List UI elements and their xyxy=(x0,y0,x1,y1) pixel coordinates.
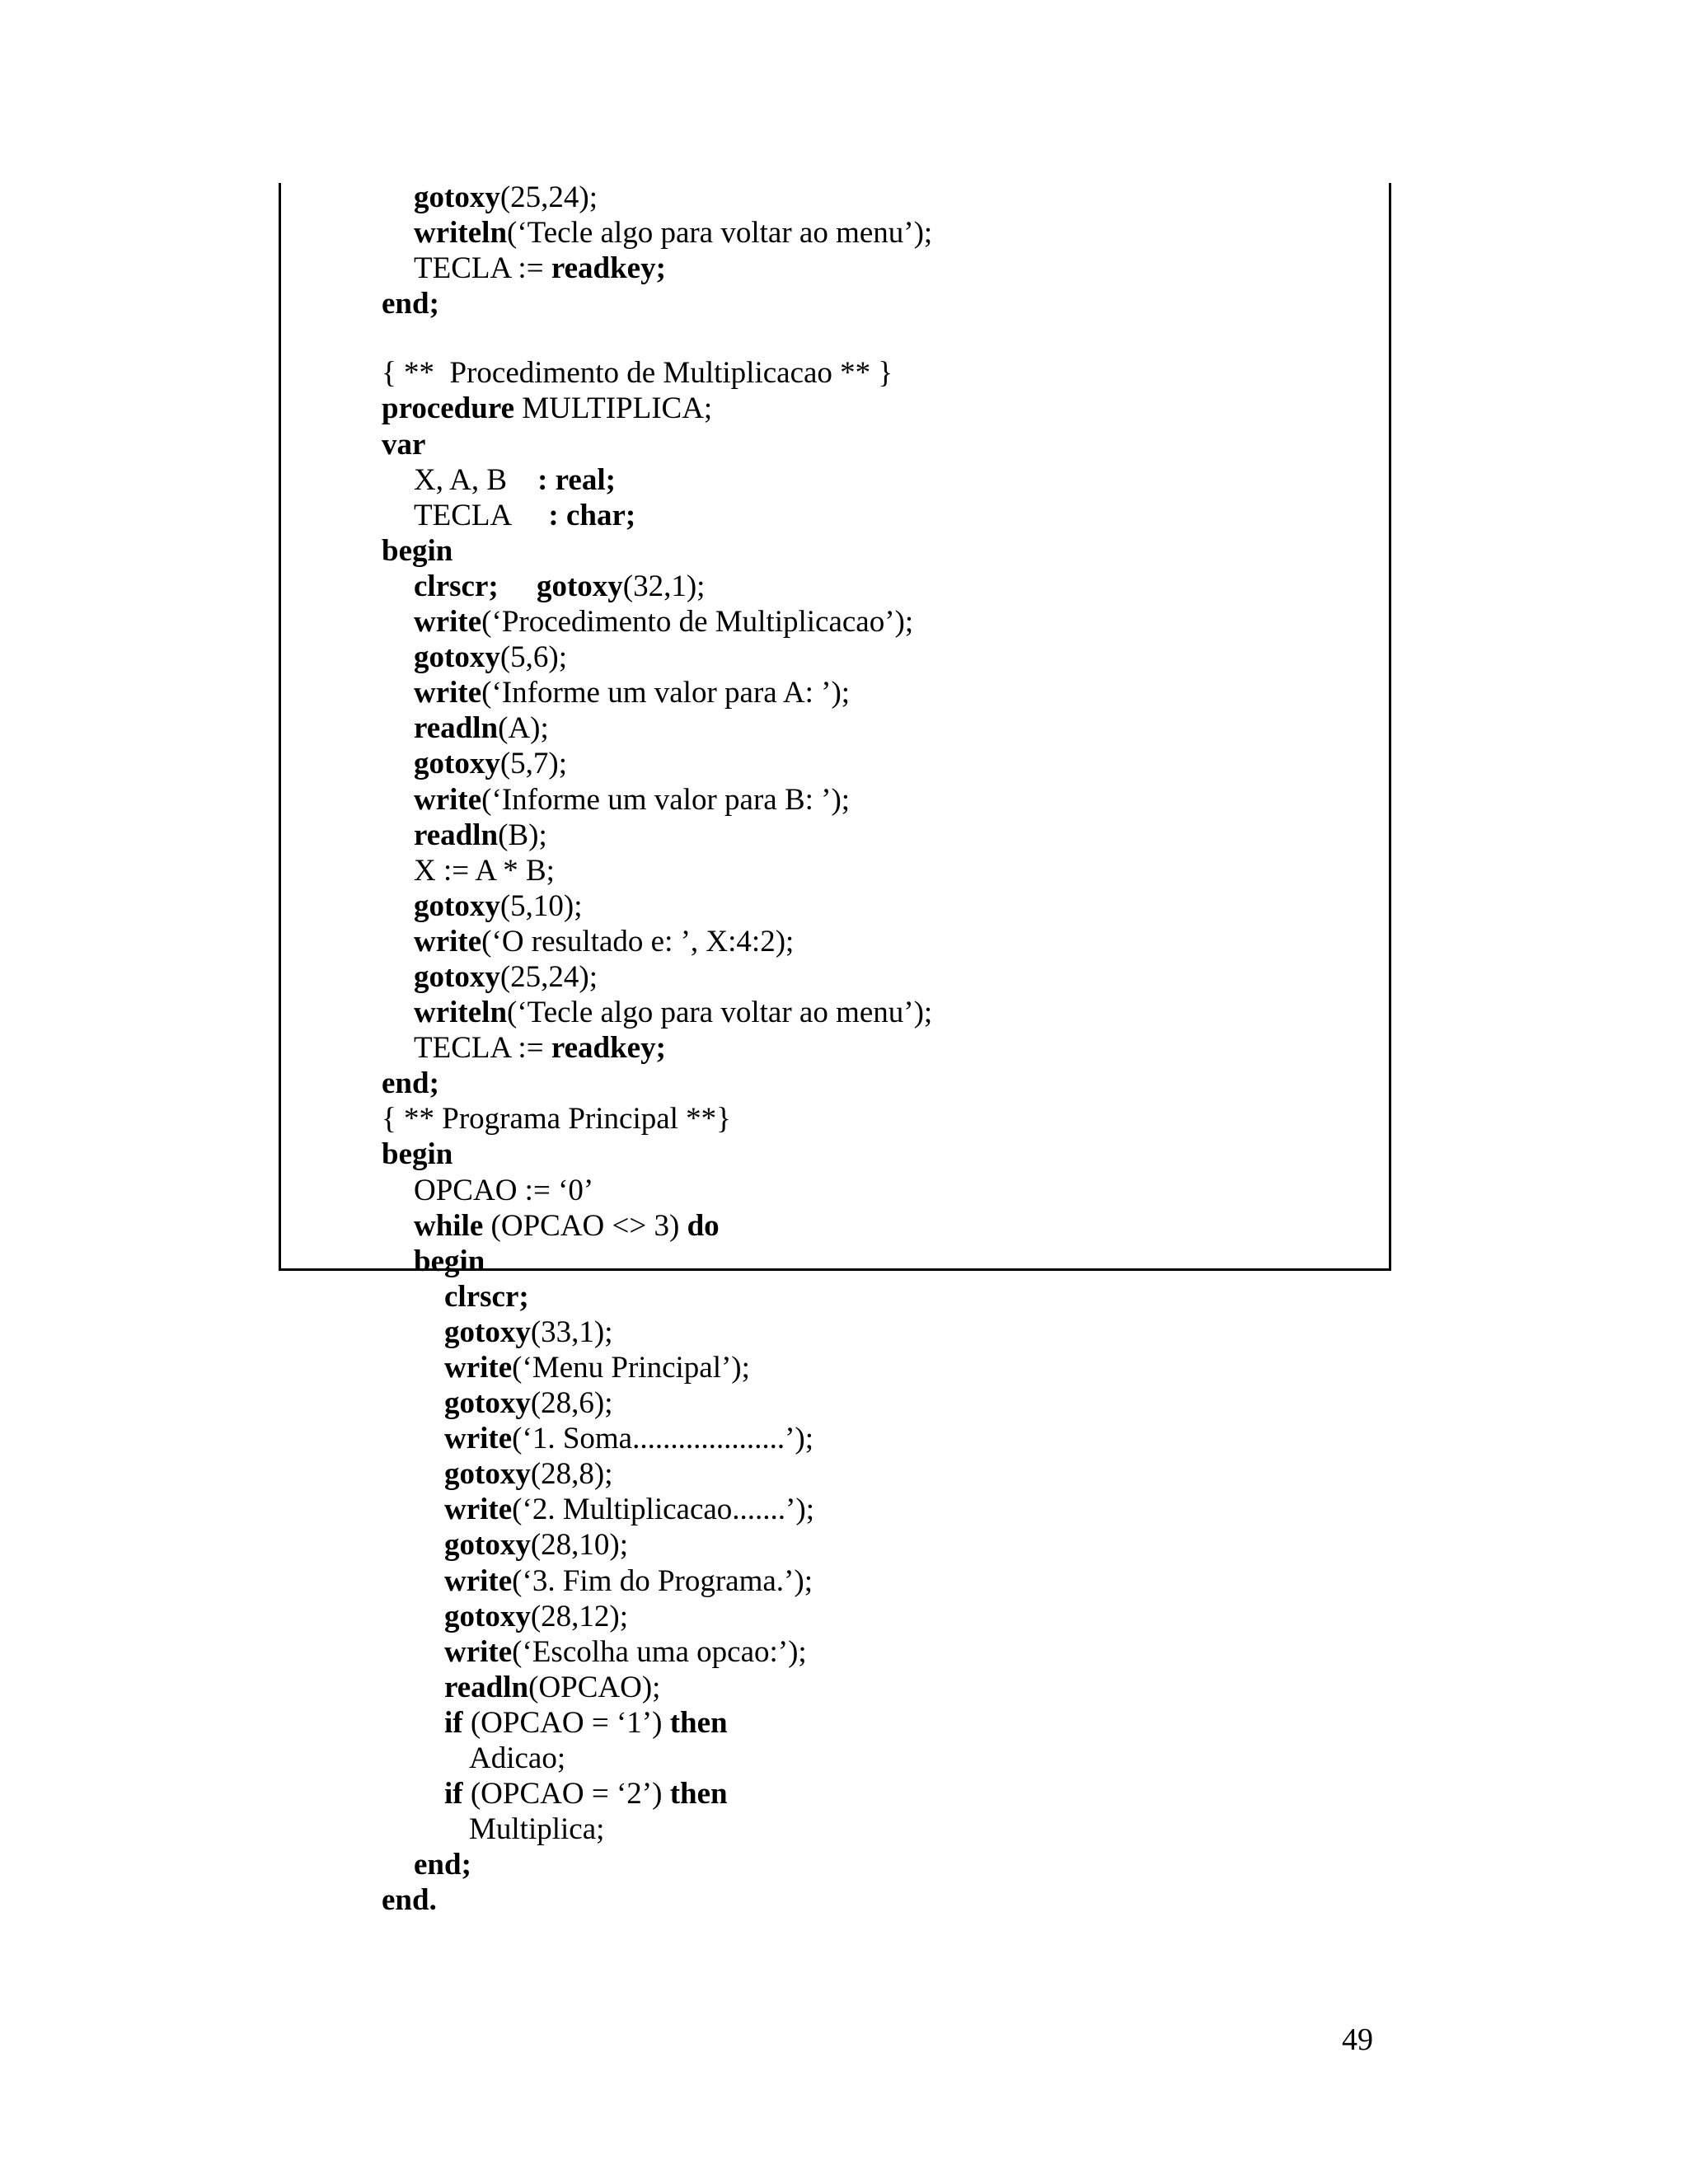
code-line xyxy=(382,1882,932,1918)
code-line xyxy=(382,1385,932,1421)
code-keyword: gotoxy xyxy=(444,1528,531,1563)
code-line xyxy=(382,1599,932,1634)
code-keyword: gotoxy xyxy=(414,747,500,781)
code-keyword: end; xyxy=(382,1066,439,1101)
code-text: X, A, B xyxy=(414,462,538,497)
code-line xyxy=(382,1066,932,1101)
code-text: OPCAO := ‘0’ xyxy=(414,1173,594,1207)
code-line xyxy=(382,1208,932,1244)
code-keyword: gotoxy xyxy=(536,569,623,603)
code-keyword: end; xyxy=(382,287,439,321)
code-keyword: gotoxy xyxy=(414,180,500,214)
code-line xyxy=(382,1705,932,1741)
code-text: { ** Programa Principal **} xyxy=(382,1102,731,1137)
code-keyword: readln xyxy=(414,711,499,746)
code-text: (‘3. Fim do Programa.’); xyxy=(512,1563,813,1598)
code-text: (‘Tecle algo para voltar ao menu’); xyxy=(507,216,933,251)
code-line xyxy=(382,1776,932,1811)
code-text: TECLA := xyxy=(414,251,551,286)
code-text: (5,7); xyxy=(499,747,568,781)
code-line xyxy=(382,569,932,604)
code-text: (OPCAO = ‘1’) xyxy=(462,1705,670,1740)
code-keyword: clrscr; xyxy=(444,1279,529,1314)
code-comment xyxy=(382,1101,932,1137)
code-keyword: begin xyxy=(382,1137,453,1172)
code-text: (28,6); xyxy=(530,1386,613,1421)
code-comment xyxy=(382,355,932,391)
code-line xyxy=(382,604,932,640)
code-line xyxy=(382,1421,932,1456)
code-line xyxy=(382,180,932,215)
code-text: (5,10); xyxy=(499,888,583,923)
code-text: (‘1. Soma....................’); xyxy=(512,1422,814,1456)
code-line xyxy=(382,1527,932,1563)
code-keyword: end. xyxy=(382,1883,437,1918)
code-line xyxy=(382,853,932,888)
code-keyword: var xyxy=(382,427,426,462)
code-keyword: write xyxy=(444,1493,513,1527)
code-text: (A); xyxy=(498,711,549,746)
code-text: (B); xyxy=(498,818,547,852)
code-keyword: gotoxy xyxy=(444,1457,531,1492)
code-text: TECLA xyxy=(414,498,549,532)
code-keyword: end; xyxy=(414,1848,471,1882)
code-line xyxy=(382,746,932,781)
code-text: (‘2. Multiplicacao.......’); xyxy=(512,1493,814,1527)
code-text: (OPCAO <> 3) xyxy=(483,1208,687,1243)
code-line xyxy=(382,1741,932,1776)
code-text: (25,24); xyxy=(499,180,598,214)
code-text: TECLA := xyxy=(414,1031,551,1066)
code-text: (5,6); xyxy=(499,640,568,675)
code-line xyxy=(382,640,932,675)
code-text: { ** Procedimento de Multiplicacao ** } xyxy=(382,356,893,391)
code-keyword: gotoxy xyxy=(444,1386,531,1421)
code-line xyxy=(382,251,932,286)
code-listing xyxy=(382,180,932,1919)
code-keyword: readln xyxy=(414,818,499,852)
code-keyword: clrscr; xyxy=(414,569,499,603)
code-keyword: then xyxy=(669,1705,728,1740)
code-keyword: writeln xyxy=(414,216,508,251)
code-line xyxy=(382,1350,932,1385)
code-keyword: begin xyxy=(382,533,453,568)
code-keyword: gotoxy xyxy=(414,959,500,994)
code-text: (‘Tecle algo para voltar ao menu’); xyxy=(507,996,933,1030)
code-keyword: write xyxy=(444,1634,513,1669)
code-line xyxy=(382,1670,932,1705)
code-text: (‘Escolha uma opcao:’); xyxy=(512,1634,807,1669)
code-text: (25,24); xyxy=(499,959,598,994)
code-keyword: gotoxy xyxy=(444,1315,531,1349)
code-line xyxy=(382,498,932,533)
code-text: (28,10); xyxy=(530,1528,629,1563)
code-line xyxy=(382,1173,932,1208)
code-line xyxy=(382,710,932,746)
code-keyword: write xyxy=(414,924,482,958)
code-text: (32,1); xyxy=(622,569,706,603)
code-line xyxy=(382,1634,932,1670)
code-line xyxy=(382,1492,932,1527)
code-text: (‘Informe um valor para B: ’); xyxy=(481,782,851,817)
code-line xyxy=(382,818,932,853)
code-text xyxy=(499,569,537,603)
code-keyword: readkey; xyxy=(551,1031,666,1066)
code-line xyxy=(382,1030,932,1066)
code-line xyxy=(382,1456,932,1492)
code-keyword: readkey; xyxy=(551,251,666,286)
code-line xyxy=(382,1847,932,1882)
code-keyword: write xyxy=(414,605,482,640)
code-text: (28,12); xyxy=(530,1599,629,1633)
code-text: (‘Informe um valor para A: ’); xyxy=(481,676,851,710)
code-text: (‘Procedimento de Multiplicacao’); xyxy=(481,605,914,640)
code-keyword: : real; xyxy=(537,462,616,497)
code-line xyxy=(382,462,932,498)
code-line xyxy=(382,675,932,710)
code-keyword: begin xyxy=(414,1244,485,1278)
code-keyword: do xyxy=(687,1208,720,1243)
code-keyword: write xyxy=(444,1563,513,1598)
code-line xyxy=(382,995,932,1030)
code-keyword: write xyxy=(444,1351,513,1385)
code-text: (OPCAO); xyxy=(528,1670,661,1704)
code-text: (28,8); xyxy=(530,1457,613,1492)
code-line xyxy=(382,924,932,959)
code-keyword: gotoxy xyxy=(414,888,500,923)
code-keyword: write xyxy=(444,1422,513,1456)
code-keyword: while xyxy=(414,1208,484,1243)
code-line xyxy=(382,1279,932,1315)
code-line xyxy=(382,533,932,569)
code-line xyxy=(382,1315,932,1350)
code-line xyxy=(382,391,932,426)
code-text: MULTIPLICA; xyxy=(514,391,713,426)
code-keyword: readln xyxy=(444,1670,529,1704)
code-line xyxy=(382,1137,932,1172)
code-keyword: if xyxy=(444,1777,463,1811)
code-text: Multiplica; xyxy=(469,1812,605,1847)
code-keyword: procedure xyxy=(382,391,515,426)
code-line xyxy=(382,1811,932,1847)
code-keyword: gotoxy xyxy=(414,640,500,675)
code-line xyxy=(382,959,932,995)
code-keyword: : char; xyxy=(548,498,636,532)
code-line xyxy=(382,427,932,462)
code-text: (33,1); xyxy=(530,1315,613,1349)
code-line xyxy=(382,782,932,818)
code-text: (OPCAO = ‘2’) xyxy=(462,1777,670,1811)
code-line xyxy=(382,888,932,924)
code-keyword: write xyxy=(414,676,482,710)
code-keyword: write xyxy=(414,782,482,817)
code-keyword: writeln xyxy=(414,996,508,1030)
code-keyword: then xyxy=(669,1777,728,1811)
code-text: (‘Menu Principal’); xyxy=(512,1351,750,1385)
code-line xyxy=(382,1563,932,1599)
code-line xyxy=(382,286,932,321)
code-text: Adicao; xyxy=(469,1741,566,1776)
code-keyword: if xyxy=(444,1705,463,1740)
code-line xyxy=(382,215,932,251)
code-keyword: gotoxy xyxy=(444,1599,531,1633)
blank-line xyxy=(382,321,932,355)
code-line xyxy=(382,1244,932,1279)
code-text: (‘O resultado e: ’, X:4:2); xyxy=(481,924,795,958)
page-number: 49 xyxy=(1342,2022,1373,2057)
code-text: X := A * B; xyxy=(414,853,555,888)
